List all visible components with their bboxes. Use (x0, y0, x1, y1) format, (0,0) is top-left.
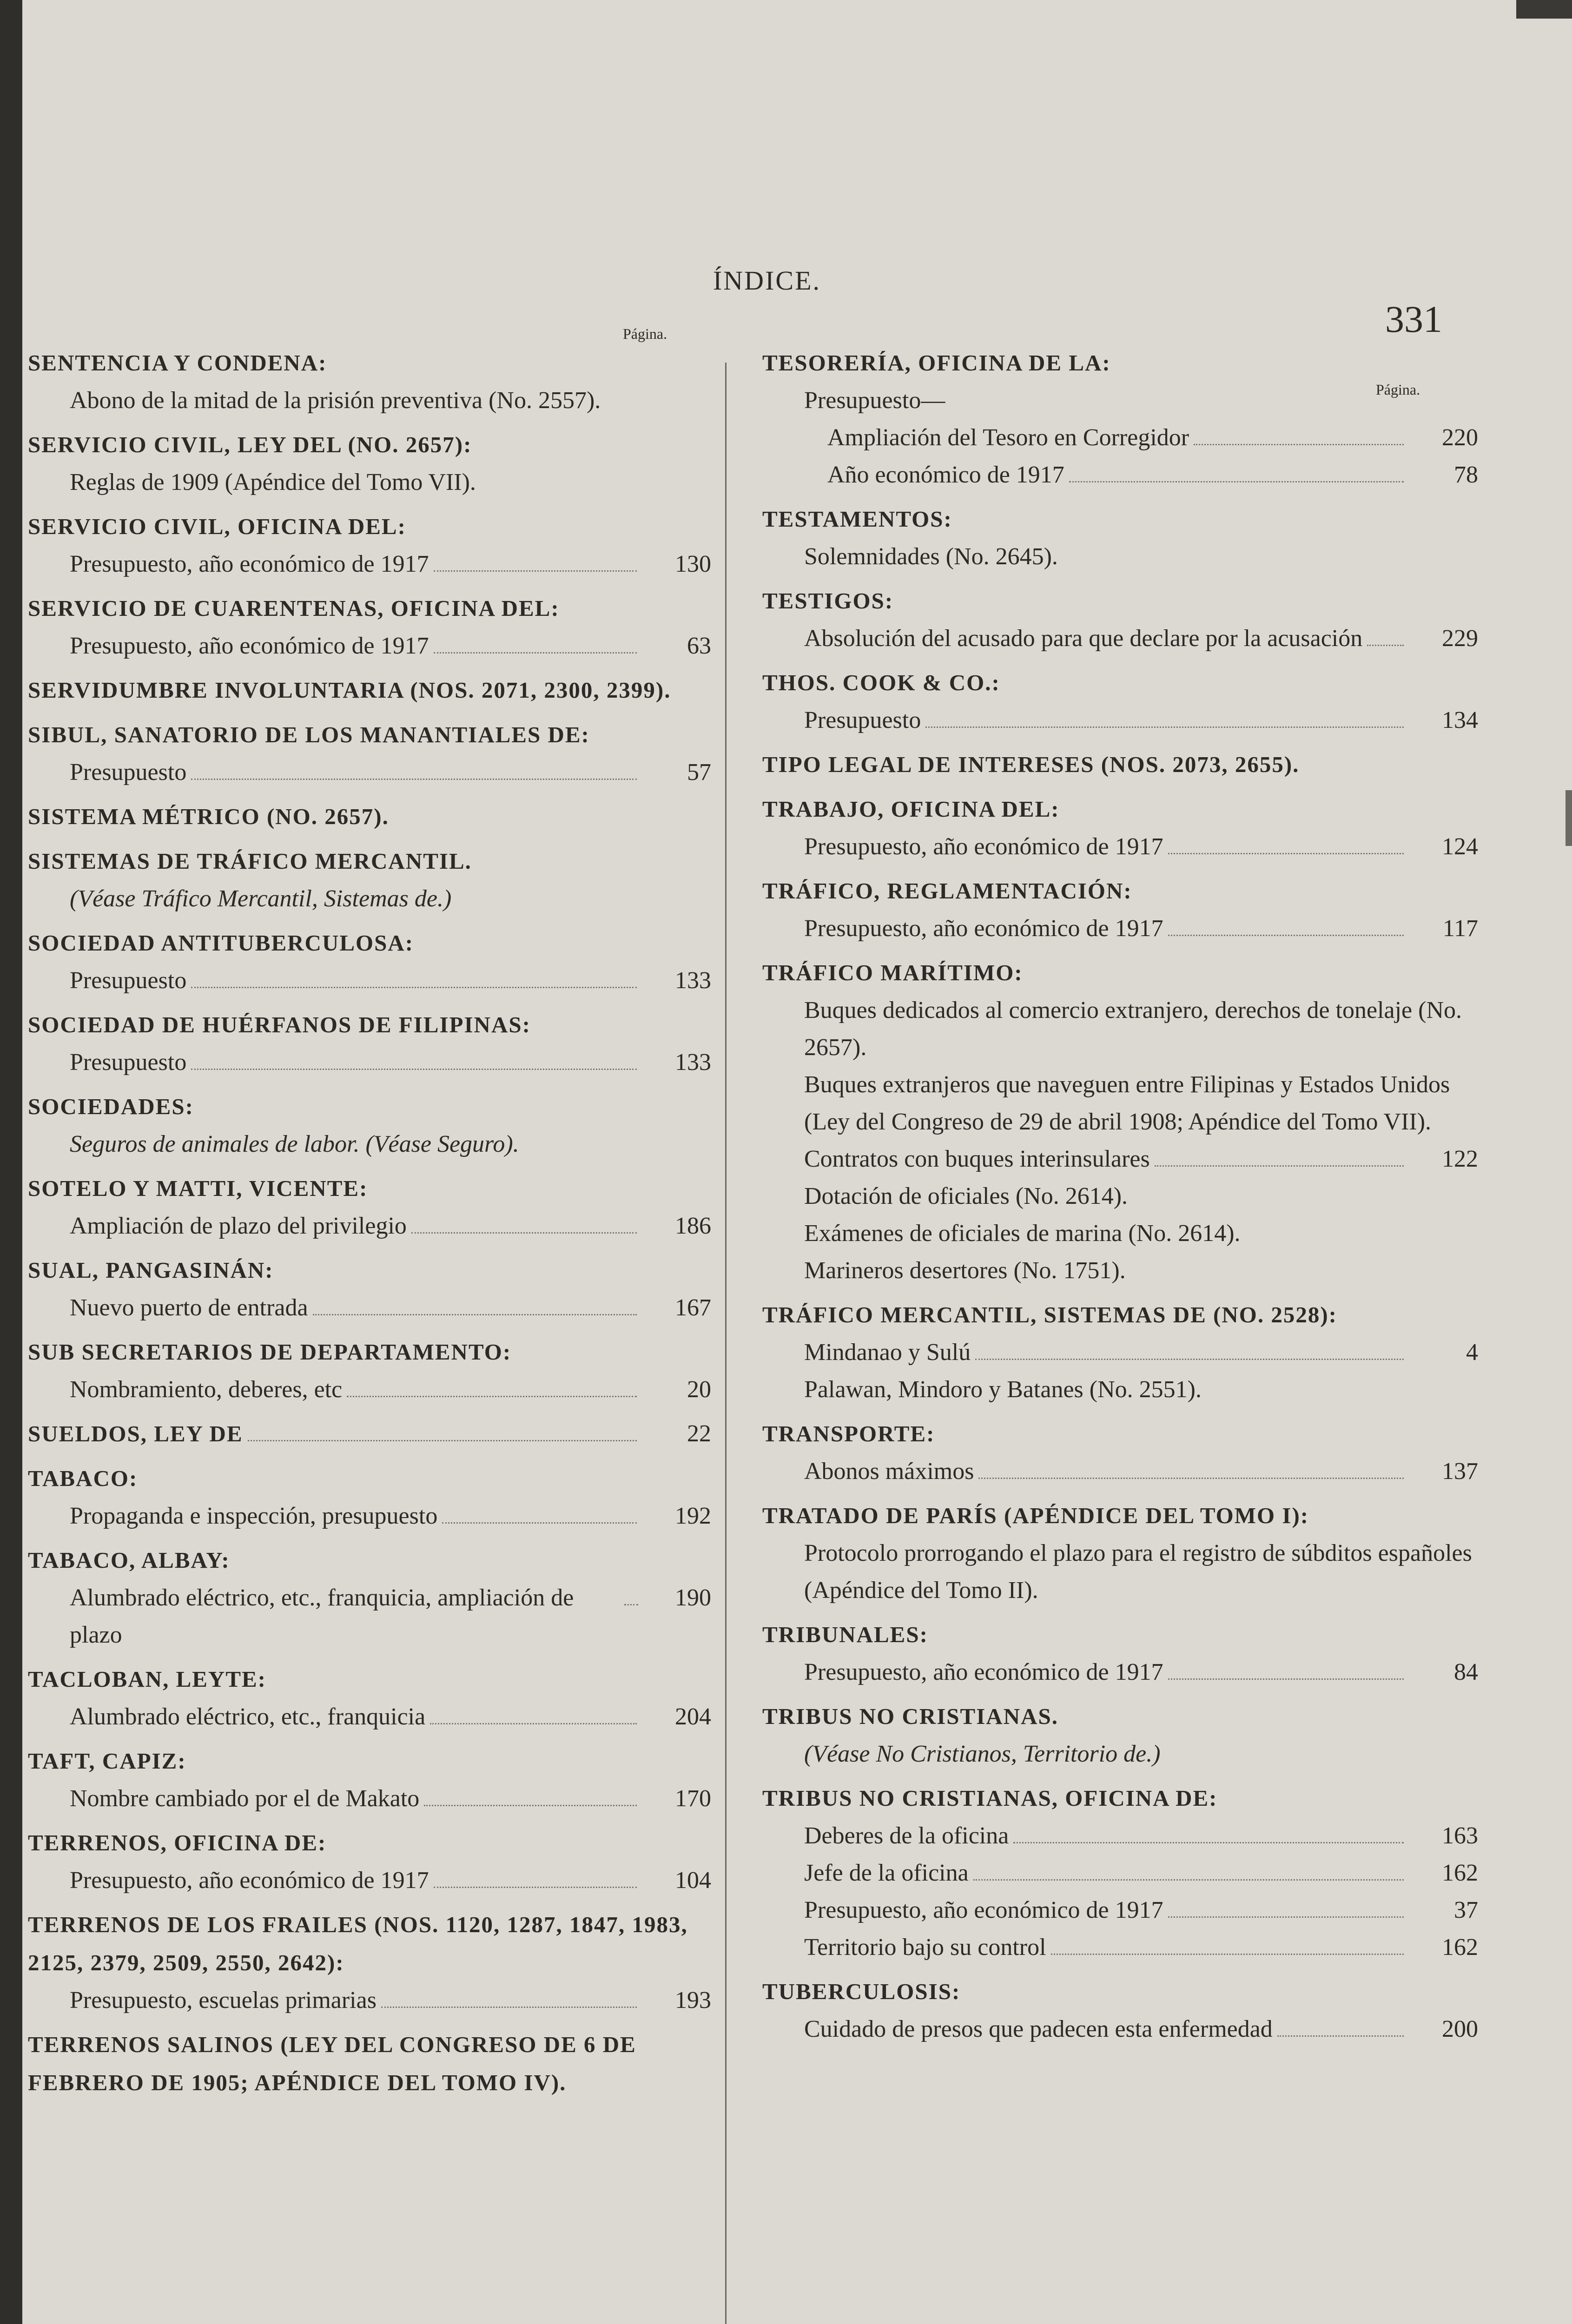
index-subentry-text: Contratos con buques interinsulares (804, 1146, 1150, 1172)
index-subentry (28, 1579, 711, 1654)
page-reference: 170 (675, 1785, 711, 1812)
index-subentry-text: Presupuesto (804, 707, 921, 733)
column-divider (725, 363, 727, 2324)
index-entry-heading: TRIBUS NO CRISTIANAS, OFICINA DE: (762, 1785, 1218, 1811)
page-number: 331 (1385, 298, 1442, 340)
index-subentry-text: Marineros desertores (No. 1751). (804, 1257, 1126, 1284)
index-subentry (762, 828, 1478, 865)
index-subentry (762, 1178, 1478, 1215)
index-entry-heading: TUBERCULOSIS: (762, 1979, 961, 2004)
index-subentry-text: Presupuesto, año económico de 1917 (804, 833, 1163, 860)
page-reference: 134 (1442, 707, 1478, 733)
index-entry (762, 1296, 1478, 1408)
index-subentry-text: Presupuesto (70, 759, 187, 786)
index-subentry-text: Propaganda e inspección, presupuesto (70, 1503, 438, 1529)
index-entry-heading: SUB SECRETARIOS DE DEPARTAMENTO: (28, 1339, 512, 1365)
index-subentry (28, 962, 711, 999)
index-entry-heading: THOS. COOK & CO.: (762, 670, 1000, 695)
index-subentry-text: Presupuesto, año económico de 1917 (804, 915, 1163, 942)
index-entry-heading-detail: (NOS. 2073, 2655). (1094, 752, 1300, 777)
index-entry-heading: SERVICIO CIVIL, LEY DEL (28, 432, 342, 457)
leader-dots (1277, 2035, 1404, 2037)
page-reference: 192 (675, 1503, 711, 1529)
index-entry-heading-detail: (APÉNDICE DEL TOMO I): (997, 1503, 1309, 1528)
page-reference: 22 (687, 1420, 711, 1447)
page-reference: 204 (675, 1703, 711, 1730)
page-reference: 37 (1454, 1897, 1478, 1923)
page-reference: 220 (1442, 424, 1478, 451)
index-entry (762, 1616, 1478, 1691)
index-subentry-text: Absolución del acusado para que declare por la acusación (804, 625, 1363, 652)
index-entry-heading: TRIBUS NO CRISTIANAS. (762, 1703, 1058, 1729)
index-entry (28, 1459, 711, 1535)
page-reference: 200 (1442, 2016, 1478, 2042)
index-subentry (762, 1535, 1478, 1609)
index-entry-heading: TRÁFICO MERCANTIL, SISTEMAS DE (762, 1302, 1207, 1327)
leader-dots (313, 1314, 637, 1315)
page-reference: 190 (675, 1585, 711, 1611)
index-subentry-text: Reglas de 1909 (Apéndice del Tomo VII). (70, 469, 476, 495)
page-reference: 63 (687, 633, 711, 659)
page-reference: 133 (675, 1049, 711, 1076)
index-entry (28, 1742, 711, 1817)
index-subentry-text: Buques dedicados al comercio extranjero, derechos de tonelaje (No. 2657). (804, 997, 1462, 1061)
index-subentry (762, 538, 1478, 575)
index-entry (28, 426, 711, 501)
index-subentry (762, 1215, 1478, 1252)
index-entry-heading: TRANSPORTE: (762, 1421, 935, 1446)
page-reference: 229 (1442, 625, 1478, 652)
index-subentry-text: Presupuesto, escuelas primarias (70, 1987, 376, 2014)
index-subentry-text: Presupuesto, año económico de 1917 (804, 1897, 1163, 1923)
leader-dots (1168, 1916, 1404, 1918)
index-subentry (28, 627, 711, 665)
page-reference: 137 (1442, 1458, 1478, 1485)
leader-dots (434, 652, 637, 654)
index-subentry (28, 546, 711, 583)
index-subentry (762, 1736, 1478, 1773)
page-reference: 167 (675, 1294, 711, 1321)
page-reference: 163 (1442, 1822, 1478, 1849)
index-subentry (28, 880, 711, 918)
index-entry-heading: TRÁFICO MARÍTIMO: (762, 960, 1023, 985)
index-subentry (762, 382, 1478, 419)
page-reference: 84 (1454, 1659, 1478, 1685)
index-subentry-text: Jefe de la oficina (804, 1860, 969, 1886)
index-entry-heading: TESORERÍA, OFICINA DE LA: (762, 350, 1111, 376)
index-entry-heading-detail: (NO. 2657). (260, 804, 389, 829)
leader-dots (248, 1440, 637, 1441)
index-entry (762, 790, 1478, 865)
index-subentry (762, 992, 1478, 1066)
index-subentry-text: Exámenes de oficiales de marina (No. 2614). (804, 1220, 1241, 1247)
page-reference: 162 (1442, 1860, 1478, 1886)
index-subentry (28, 1498, 711, 1535)
leader-dots (411, 1232, 637, 1234)
index-subentry-text: (Véase Tráfico Mercantil, Sistemas de.) (70, 885, 452, 912)
index-subentry (762, 1892, 1478, 1929)
index-subentry (762, 1141, 1478, 1178)
index-entry (28, 1333, 711, 1408)
leader-dots (191, 987, 637, 988)
index-entry (762, 872, 1478, 947)
index-entry (28, 716, 711, 791)
leader-dots (624, 1604, 638, 1605)
index-subentry (762, 620, 1478, 657)
index-entry (762, 582, 1478, 657)
index-subentry-text: Alumbrado eléctrico, etc., franquicia (70, 1703, 426, 1730)
index-entry (28, 1415, 711, 1453)
index-subentry (28, 754, 711, 791)
index-entry-heading-detail: (NOS. 2071, 2300, 2399). (403, 677, 671, 703)
index-entry-heading-detail: (NO. 2528): (1206, 1302, 1337, 1327)
index-subentry (762, 456, 1478, 494)
index-entry (28, 1169, 711, 1245)
index-entry (762, 500, 1478, 575)
index-entry-heading: TERRENOS SALINOS (28, 2032, 274, 2057)
leader-dots (1367, 645, 1404, 646)
index-entry-heading: SERVICIO DE CUARENTENAS, OFICINA DEL: (28, 595, 560, 621)
index-entry-heading: TIPO LEGAL DE INTERESES (762, 752, 1095, 777)
leader-dots (1013, 1842, 1404, 1843)
index-subentry-text: Presupuesto (70, 1049, 187, 1076)
index-subentry (28, 1862, 711, 1899)
index-subentry-text: Seguros de animales de labor. (Véase Seguro). (70, 1131, 519, 1157)
index-subentry (762, 1453, 1478, 1490)
leader-dots (1168, 1678, 1404, 1680)
index-subentry (28, 382, 711, 419)
index-entry-heading-detail: (NO. 2657): (341, 432, 472, 457)
leader-dots (424, 1805, 637, 1806)
page-reference: 57 (687, 759, 711, 786)
leader-dots (434, 1887, 637, 1888)
index-entry-heading: SOCIEDADES: (28, 1094, 194, 1119)
index-entry-heading: TERRENOS, OFICINA DE: (28, 1830, 327, 1855)
index-subentry-text: Alumbrado eléctrico, etc., franquicia, ampliación de plazo (70, 1585, 574, 1648)
index-subentry (762, 1252, 1478, 1289)
index-subentry-text: Año económico de 1917 (827, 462, 1064, 488)
index-subentry (762, 1855, 1478, 1892)
index-entry-heading: TRATADO DE PARÍS (762, 1503, 997, 1528)
page-reference: 162 (1442, 1934, 1478, 1961)
leader-dots (975, 1359, 1404, 1360)
index-subentry (762, 1334, 1478, 1371)
index-entry-heading: SISTEMA MÉTRICO (28, 804, 260, 829)
index-subentry (28, 1289, 711, 1327)
index-entry (28, 1906, 711, 2019)
page-reference: 4 (1466, 1339, 1478, 1366)
index-entry-heading: TRÁFICO, REGLAMENTACIÓN: (762, 878, 1132, 904)
index-entry-heading: TRIBUNALES: (762, 1622, 928, 1647)
index-subentry-text: Presupuesto, año económico de 1917 (70, 551, 429, 577)
index-entry-heading: TRABAJO, OFICINA DEL: (762, 796, 1060, 822)
leader-dots (978, 1478, 1404, 1479)
index-subentry-text: Abonos máximos (804, 1458, 974, 1485)
index-subentry-text: Mindanao y Sulú (804, 1339, 971, 1366)
index-entry (28, 344, 711, 419)
index-entry-heading-detail: (NOS. 1120, 1287, 1847, 1983, 2125, 2379, 2509, 2550, 2642): (28, 1912, 688, 1975)
index-entry (762, 1973, 1478, 2048)
index-subentry-text: Nuevo puerto de entrada (70, 1294, 308, 1321)
index-entry-heading: TAFT, CAPIZ: (28, 1748, 186, 1774)
index-subentry (762, 419, 1478, 456)
index-entry (28, 1251, 711, 1327)
leader-dots (925, 726, 1404, 728)
index-subentry-text: Solemnidades (No. 2645). (804, 543, 1058, 570)
index-entry (28, 589, 711, 665)
scan-edge-mark (1565, 790, 1572, 846)
page-reference: 117 (1442, 915, 1478, 942)
scan-corner-shadow (1516, 0, 1572, 19)
index-entry (762, 1415, 1478, 1490)
index-subentry-text: Palawan, Mindoro y Batanes (No. 2551). (804, 1376, 1202, 1403)
index-entry-heading: SIBUL, SANATORIO DE LOS MANANTIALES DE: (28, 722, 590, 747)
leader-dots (1051, 1954, 1404, 1955)
index-entry (28, 1088, 711, 1163)
page-reference: 133 (675, 967, 711, 994)
index-subentry-text: Buques extranjeros que naveguen entre Filipinas y Estados Unidos (Ley del Congreso de 29 de abril 1908; Apéndice del Tomo VII). (804, 1071, 1450, 1135)
leader-dots (191, 1069, 637, 1070)
index-subentry-text: Presupuesto, año económico de 1917 (70, 1867, 429, 1894)
index-entry (762, 1497, 1478, 1609)
index-entry (28, 798, 711, 836)
page-reference: 186 (675, 1213, 711, 1239)
index-entry (28, 1541, 711, 1654)
index-subentry (28, 1044, 711, 1081)
index-entry (762, 344, 1478, 494)
index-entry (762, 746, 1478, 784)
index-subentry (762, 1817, 1478, 1855)
index-subentry-text: Nombre cambiado por el de Makato (70, 1785, 420, 1812)
index-subentry (28, 1208, 711, 1245)
index-entry-heading: SOCIEDAD ANTITUBERCULOSA: (28, 930, 414, 956)
right-column-page-label: Página. (1376, 381, 1420, 398)
index-subentry-text: Presupuesto (70, 967, 187, 994)
index-subentry-text: Protocolo prorrogando el plazo para el registro de súbditos españoles (Apéndice del Tomo II). (804, 1540, 1472, 1604)
index-entry-heading: SUELDOS, LEY DE (28, 1421, 243, 1446)
index-entry-heading: SENTENCIA Y CONDENA: (28, 350, 327, 376)
index-subentry (28, 1698, 711, 1736)
page-reference: 104 (675, 1867, 711, 1894)
index-subentry-text: Cuidado de presos que padecen esta enfermedad (804, 2016, 1273, 2042)
index-subentry (762, 1066, 1478, 1141)
index-column-left (28, 344, 711, 2108)
index-entry (762, 664, 1478, 739)
index-subentry-text: Dotación de oficiales (No. 2614). (804, 1183, 1128, 1209)
index-entry (28, 842, 711, 918)
leader-dots (434, 570, 637, 572)
index-subentry-text: Nombramiento, deberes, etc (70, 1376, 343, 1403)
index-entry-heading: SOTELO Y MATTI, VICENTE: (28, 1175, 368, 1201)
index-subentry-text: Presupuesto, año económico de 1917 (70, 633, 429, 659)
index-entry-heading: TACLOBAN, LEYTE: (28, 1666, 267, 1692)
index-subentry (28, 1126, 711, 1163)
leader-dots (442, 1522, 637, 1524)
index-entry (762, 954, 1478, 1289)
index-entry (762, 1697, 1478, 1773)
page-reference: 130 (675, 551, 711, 577)
index-entry (28, 924, 711, 999)
index-entry-heading: SOCIEDAD DE HUÉRFANOS DE FILIPINAS: (28, 1012, 531, 1037)
leader-dots (1155, 1165, 1404, 1167)
index-entry (28, 1660, 711, 1736)
scan-binding-edge (0, 0, 22, 2324)
index-entry-heading: TESTAMENTOS: (762, 506, 952, 532)
page-reference: 124 (1442, 833, 1478, 860)
index-subentry (762, 2011, 1478, 2048)
index-entry-heading: SUAL, PANGASINÁN: (28, 1257, 274, 1283)
index-entry-heading: SERVICIO CIVIL, OFICINA DEL: (28, 514, 406, 539)
index-entry-heading: SERVIDUMBRE INVOLUNTARIA (28, 677, 404, 703)
leader-dots (1168, 935, 1404, 936)
leader-dots (381, 2007, 637, 2008)
index-subentry (28, 1371, 711, 1408)
index-entry (28, 508, 711, 583)
leader-dots (973, 1879, 1404, 1881)
index-subentry (762, 1929, 1478, 1966)
leader-dots (191, 779, 637, 780)
index-subentry (28, 464, 711, 501)
index-subentry-text: Abono de la mitad de la prisión preventiva (No. 2557). (70, 387, 601, 414)
page-reference: 78 (1454, 462, 1478, 488)
page-reference: 20 (687, 1376, 711, 1403)
leader-dots (1069, 481, 1404, 482)
leader-dots (1194, 444, 1404, 445)
index-subentry-text: Territorio bajo su control (804, 1934, 1046, 1961)
index-subentry (28, 1780, 711, 1817)
index-entry-heading: TERRENOS DE LOS FRAILES (28, 1912, 368, 1937)
index-entry-heading: TESTIGOS: (762, 588, 894, 614)
index-column-right (762, 344, 1478, 2054)
index-entry (762, 1779, 1478, 1966)
page-reference: 122 (1442, 1146, 1478, 1172)
index-entry-heading-detail: (LEY DEL CONGRESO DE 6 DE FEBRERO DE 1905; APÉNDICE DEL TOMO IV). (28, 2032, 636, 2095)
index-subentry-text: (Véase No Cristianos, Territorio de.) (804, 1741, 1161, 1767)
index-subentry-text: Ampliación de plazo del privilegio (70, 1213, 407, 1239)
leader-dots (1168, 853, 1404, 854)
index-subentry-text: Presupuesto, año económico de 1917 (804, 1659, 1163, 1685)
index-entry (28, 1824, 711, 1899)
index-subentry-text: Deberes de la oficina (804, 1822, 1009, 1849)
index-subentry-text: Ampliación del Tesoro en Corregidor (827, 424, 1189, 451)
page-reference: 193 (675, 1987, 711, 2014)
index-entry (28, 2026, 711, 2102)
page-title: ÍNDICE. (713, 265, 821, 296)
index-subentry (762, 702, 1478, 739)
leader-dots (430, 1723, 637, 1724)
index-subentry (28, 1982, 711, 2019)
index-entry (28, 671, 711, 709)
left-column-page-label: Página. (623, 325, 667, 342)
index-entry-heading: TABACO, ALBAY: (28, 1547, 230, 1573)
index-entry-heading: SISTEMAS DE TRÁFICO MERCANTIL. (28, 848, 472, 874)
index-subentry (762, 1654, 1478, 1691)
index-entry-heading: TABACO: (28, 1466, 138, 1491)
index-subentry (762, 1371, 1478, 1408)
leader-dots (347, 1396, 637, 1397)
index-entry (28, 1006, 711, 1081)
index-subentry-text: Presupuesto— (804, 387, 945, 414)
index-subentry (762, 910, 1478, 947)
